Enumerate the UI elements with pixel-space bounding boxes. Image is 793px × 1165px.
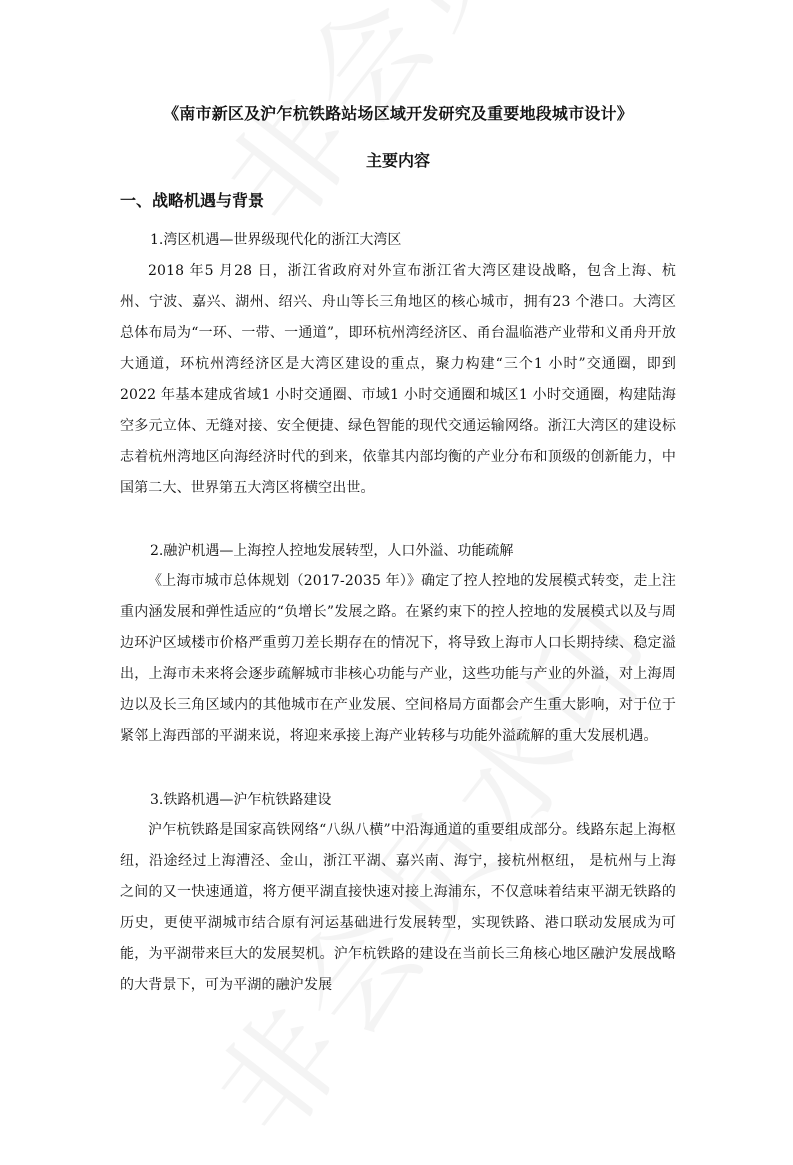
watermark-text: [180, 0, 702, 255]
document-title: 《南市新区及沪乍杭铁路站场区域开发研究及重要地段城市设计》: [163, 104, 633, 123]
section-heading: 一、战略机遇与背景: [120, 191, 265, 210]
paragraph: 《上海市城市总体规划（2017-2035 年）》确定了控人控地的发展模式转变，走上注重内涵发展和弹性适应的“负增长”发展之路。在紧约束下的控人控地的发展模式以及与周边环沪区域楼市价格严重剪刀差长期存在的情况下，将导致上海市人口长期持续、稳定溢出，上海市未来将会逐步疏解城市非核心功能与产业，这些功能与产业的外溢，对上海周边以及长三角区域内的其他城市在产业发展、空间格局方面都会产生重大影响，对于位于紧邻上海西部的平湖来说，将迎来承接上海产业转移与功能外溢疏解的重大发展机遇。: [120, 573, 676, 744]
document-subtitle: 主要内容: [365, 151, 430, 170]
paragraph: 2018 年5 月28 日，浙江省政府对外宣布浙江省大湾区建设战略，包含上海、杭州、宁波、嘉兴、湖州、绍兴、舟山等长三角地区的核心城市，拥有23 个港口。大湾区总体布局为“一环、一带、一通道”，即环杭州湾经济区、甬台温临港产业带和义甬舟开放大通道，环杭州湾经济区是大湾区建设的重点，聚力构建“三个1 小时”交通圈，即到2022 年基本建成省域1 小时交通圈、市域1 小时交通圈和城区1 小时交通圈，构建陆海空多元立体、无缝对接、安全便捷、绿色智能的现代交通运输网络。浙江大湾区的建设标志着杭州湾地区向海经济时代的到来，依靠其内部均衡的产业分布和顶级的创新能力，中国第二大、世界第五大湾区将横空出世。: [120, 263, 676, 496]
paragraph: 沪乍杭铁路是国家高铁网络“八纵八横”中沿海通道的重要组成部分。线路东起上海枢纽，沿途经过上海漕泾、金山，浙江平湖、嘉兴南、海宁，接杭州枢纽， 是杭州与上海之间的又一快速通道，将方便平湖直接快速对接上海浦东，不仅意味着结束平湖无铁路的历史，更使平湖城市结合原有河运基础进行发展转型，实现铁路、港口联动发展成为可能，为平湖带来巨大的发展契机。沪乍杭铁路的建设在当前长三角核心地区融沪发展战略的大背景下，可为平湖的融沪发展: [120, 822, 676, 993]
subsection-heading: 1.湾区机遇—世界级现代化的浙江大湾区: [150, 232, 402, 248]
subsection-heading: 2.融沪机遇—上海控人控地发展转型，人口外溢、功能疏解: [150, 543, 514, 559]
subsection-heading: 3.铁路机遇—沪乍杭铁路建设: [150, 792, 332, 808]
